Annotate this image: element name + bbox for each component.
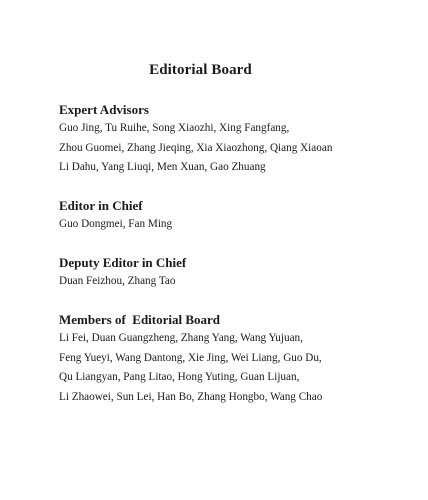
section-heading: Editor in Chief	[59, 198, 143, 213]
name-line: Zhou Guomei, Zhang Jieqing, Xia Xiaozhong, Qiang Xiaoan	[59, 141, 333, 154]
name-line: Guo Dongmei, Fan Ming	[59, 218, 173, 230]
section-deputy-editor-in-chief	[59, 253, 409, 292]
section-heading: Members of Editorial Board	[59, 312, 221, 327]
name-line: Qu Liangyan, Pang Litao, Hong Yuting, Guan Lijuan,	[59, 371, 300, 383]
section-heading: Deputy Editor in Chief	[59, 255, 187, 270]
name-line: Li Zhaowei, Sun Lei, Han Bo, Zhang Hongbo, Wang Chao	[59, 390, 323, 403]
page-title: Editorial Board	[149, 62, 252, 78]
section-editor-in-chief	[59, 196, 409, 235]
name-line: Feng Yueyi, Wang Dantong, Xie Jing, Wei Liang, Guo Du,	[59, 351, 322, 364]
name-line: Li Dahu, Yang Liuqi, Men Xuan, Gao Zhuang	[59, 161, 266, 173]
section-members-of-editorial-board	[59, 310, 409, 407]
section-heading: Expert Advisors	[59, 102, 149, 117]
name-line: Li Fei, Duan Guangzheng, Zhang Yang, Wang Yujuan,	[59, 332, 303, 344]
name-line: Duan Feizhou, Zhang Tao	[59, 275, 176, 287]
name-line: Guo Jing, Tu Ruihe, Song Xiaozhi, Xing Fangfang,	[59, 122, 290, 134]
section-expert-advisors	[59, 100, 409, 178]
